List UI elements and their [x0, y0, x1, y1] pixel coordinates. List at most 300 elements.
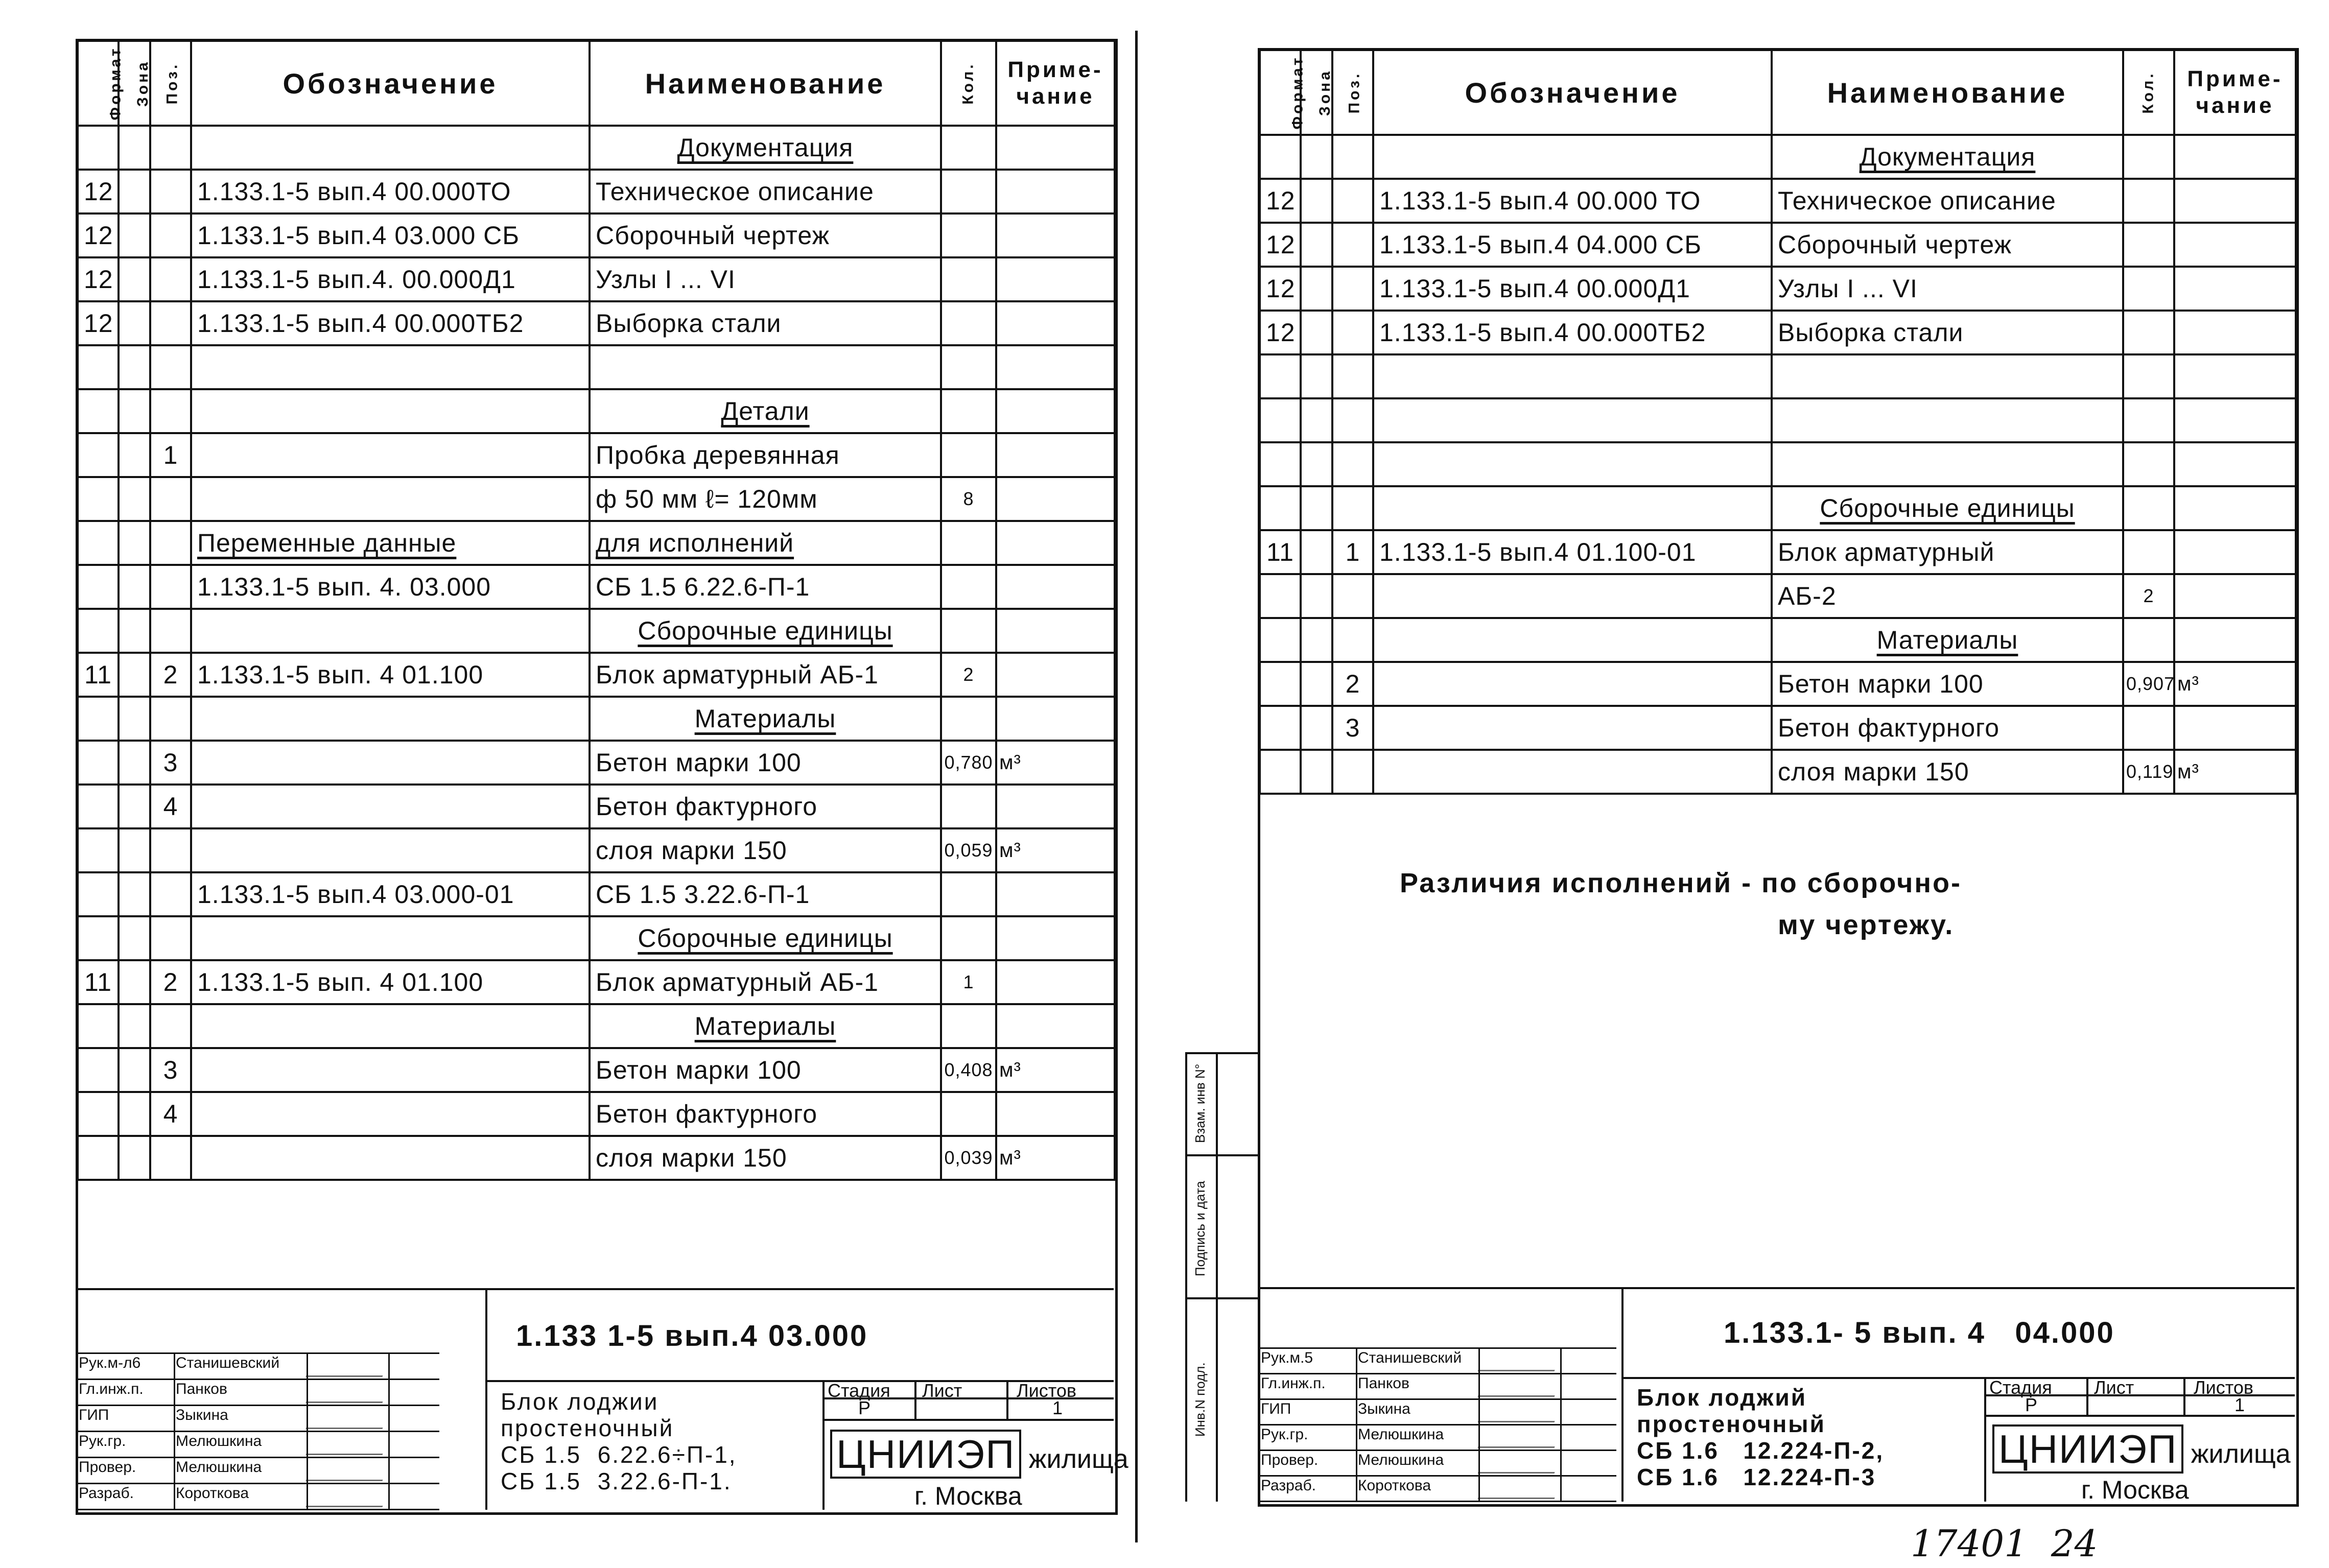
spec-row [1260, 706, 2296, 750]
format-cell [1260, 574, 1301, 618]
header-format: Формат [78, 41, 119, 126]
unit-cell [2174, 311, 2296, 354]
unit-cell [2174, 354, 2296, 398]
zone-cell [119, 653, 150, 697]
spec-row [78, 653, 1115, 697]
format-cell [78, 126, 119, 170]
role-label: ГИП [1261, 1400, 1291, 1417]
role-label: Рук.гр. [1261, 1426, 1308, 1443]
spec-row [78, 960, 1115, 1004]
header-designation: Обозначение [191, 41, 590, 126]
person-name: Зыкина [1358, 1400, 1410, 1417]
qty-cell [2123, 311, 2174, 354]
right-org: ЦНИИЭП жилища [1992, 1426, 2291, 1472]
format-cell [78, 389, 119, 433]
qty-cell: 0,059 [941, 828, 996, 872]
name-cell [590, 345, 941, 389]
spec-row [1260, 618, 2296, 662]
qty-cell [2123, 530, 2174, 574]
pos-cell: 3 [150, 741, 191, 785]
qty-cell [2123, 618, 2174, 662]
right-stage: Р [2025, 1394, 2038, 1415]
zone-cell [119, 960, 150, 1004]
spec-row [78, 828, 1115, 872]
qty-cell [941, 257, 996, 301]
person-name: Короткова [176, 1485, 249, 1502]
right-title-block [1259, 1287, 2295, 1502]
unit-cell [996, 1092, 1115, 1136]
pos-cell [150, 301, 191, 345]
zone-cell [119, 1004, 150, 1048]
name-cell: Бетон марки 100 [590, 1048, 941, 1092]
name-cell: АБ-2 [1772, 574, 2123, 618]
zone-cell [119, 741, 150, 785]
person-name: Мелюшкина [176, 1433, 262, 1450]
name-cell: Бетон фактурного [590, 785, 941, 828]
header-pos: Поз. [150, 41, 191, 126]
person-name: Панков [1358, 1375, 1409, 1392]
format-cell: 12 [1260, 179, 1301, 223]
unit-cell [2174, 179, 2296, 223]
stamp-signature-date: Подпись и дата [1192, 1180, 1208, 1276]
pos-cell: 3 [1332, 706, 1373, 750]
format-cell [1260, 706, 1301, 750]
unit-cell: м³ [2174, 750, 2296, 794]
unit-cell [2174, 618, 2296, 662]
name-cell: для исполнений [590, 521, 941, 565]
name-cell: слоя марки 150 [1772, 750, 2123, 794]
signature [1478, 1453, 1562, 1474]
format-cell: 11 [1260, 530, 1301, 574]
role-label: Провер. [1261, 1452, 1319, 1468]
spec-row [78, 565, 1115, 609]
qty-cell [2123, 706, 2174, 750]
zone-cell [119, 828, 150, 872]
format-cell: 12 [78, 213, 119, 257]
unit-cell [996, 521, 1115, 565]
left-spec-body [78, 126, 1115, 1180]
signature [305, 1356, 390, 1377]
zone-cell [119, 477, 150, 521]
format-cell: 12 [78, 257, 119, 301]
role-label: Разраб. [79, 1485, 134, 1502]
unit-cell [2174, 223, 2296, 267]
unit-cell [996, 609, 1115, 653]
right-stage-label: Стадия [1989, 1377, 2052, 1398]
name-cell: Материалы [590, 697, 941, 741]
format-cell [78, 872, 119, 916]
qty-cell [941, 697, 996, 741]
name-cell: Блок арматурный АБ-1 [590, 653, 941, 697]
unit-cell: м³ [996, 828, 1115, 872]
designation-cell [191, 609, 590, 653]
name-cell: СБ 1.5 6.22.6-П-1 [590, 565, 941, 609]
format-cell [78, 1092, 119, 1136]
format-cell [78, 1048, 119, 1092]
left-stage-label: Стадия [828, 1380, 890, 1401]
spec-row [78, 1004, 1115, 1048]
zone-cell [119, 433, 150, 477]
pos-cell [1332, 354, 1373, 398]
designation-cell [191, 1004, 590, 1048]
unit-cell [996, 565, 1115, 609]
pos-cell [150, 565, 191, 609]
designation-cell: 1.133.1-5 вып.4 04.000 СБ [1373, 223, 1772, 267]
left-org: ЦНИИЭП жилища [830, 1431, 1128, 1478]
unit-cell [996, 389, 1115, 433]
format-cell: 12 [78, 170, 119, 213]
designation-cell [1373, 750, 1772, 794]
pos-cell [1332, 618, 1373, 662]
designation-cell: 1.133.1-5 вып.4 00.000ТБ2 [191, 301, 590, 345]
signature [305, 1408, 390, 1429]
pos-cell: 1 [150, 433, 191, 477]
header-qty: Кол. [941, 41, 996, 126]
spec-row [1260, 398, 2296, 442]
header-note: Приме-чание [2174, 50, 2296, 135]
qty-cell [941, 1004, 996, 1048]
format-cell [1260, 618, 1301, 662]
format-cell [78, 609, 119, 653]
qty-cell: 2 [941, 653, 996, 697]
zone-cell [119, 257, 150, 301]
spec-row [1260, 530, 2296, 574]
unit-cell [996, 872, 1115, 916]
designation-cell [1373, 135, 1772, 179]
name-cell: Узлы I ... VI [1772, 267, 2123, 311]
zone-cell [119, 521, 150, 565]
qty-cell: 2 [2123, 574, 2174, 618]
zone-cell [1301, 574, 1332, 618]
right-note-line1: Различия исполнений - по сборочно- [1400, 868, 1962, 898]
center-fold-line [1135, 31, 1138, 1542]
designation-cell: 1.133.1-5 вып.4 03.000-01 [191, 872, 590, 916]
pos-cell [150, 213, 191, 257]
qty-cell [2123, 354, 2174, 398]
right-doc-code: 1.133.1- 5 вып. 4 04.000 [1724, 1316, 2115, 1349]
format-cell [78, 741, 119, 785]
name-cell: Блок арматурный АБ-1 [590, 960, 941, 1004]
name-cell: Бетон марки 100 [1772, 662, 2123, 706]
name-cell: Узлы I ... VI [590, 257, 941, 301]
person-name: Мелюшкина [176, 1459, 262, 1476]
zone-cell [1301, 398, 1332, 442]
signature [305, 1460, 390, 1481]
designation-cell: 1.133.1-5 вып.4 00.000Д1 [1373, 267, 1772, 311]
format-cell [1260, 662, 1301, 706]
spec-row [1260, 574, 2296, 618]
spec-row [78, 697, 1115, 741]
unit-cell: м³ [996, 1136, 1115, 1180]
format-cell [1260, 442, 1301, 486]
qty-cell [941, 170, 996, 213]
person-name: Мелюшкина [1358, 1426, 1444, 1443]
signature [1478, 1427, 1562, 1448]
name-cell: Детали [590, 389, 941, 433]
designation-cell [191, 828, 590, 872]
unit-cell [996, 257, 1115, 301]
pos-cell [1332, 311, 1373, 354]
signature [1478, 1401, 1562, 1422]
unit-cell [2174, 530, 2296, 574]
spec-row [78, 1136, 1115, 1180]
spec-row [78, 1048, 1115, 1092]
designation-cell [191, 1048, 590, 1092]
zone-cell [1301, 354, 1332, 398]
left-sheet-label: Лист [922, 1380, 962, 1401]
spec-row [1260, 442, 2296, 486]
zone-cell [119, 170, 150, 213]
qty-cell [941, 916, 996, 960]
unit-cell [2174, 706, 2296, 750]
handwritten-sheet-number: 17401 24 [1911, 1522, 2098, 1565]
zone-cell [1301, 135, 1332, 179]
format-cell: 11 [78, 653, 119, 697]
name-cell: Пробка деревянная [590, 433, 941, 477]
name-cell: Сборочные единицы [590, 609, 941, 653]
pos-cell [150, 828, 191, 872]
zone-cell [119, 213, 150, 257]
designation-cell: 1.133.1-5 вып. 4 01.100 [191, 653, 590, 697]
designation-cell [1373, 354, 1772, 398]
designation-cell [191, 1092, 590, 1136]
designation-cell: 1.133.1-5 вып.4 00.000ТБ2 [1373, 311, 1772, 354]
person-name: Зыкина [176, 1407, 228, 1423]
qty-cell [2123, 135, 2174, 179]
zone-cell [119, 389, 150, 433]
format-cell: 11 [78, 960, 119, 1004]
right-block-title: Блок лоджий простеночный СБ 1.6 12.224-П-2, СБ 1.6 12.224-П-3 [1637, 1384, 1885, 1490]
designation-cell [1373, 486, 1772, 530]
right-header-row [1260, 50, 2296, 135]
zone-cell [119, 872, 150, 916]
designation-cell [191, 916, 590, 960]
designation-cell [191, 345, 590, 389]
format-cell [1260, 486, 1301, 530]
pos-cell: 2 [1332, 662, 1373, 706]
format-cell [78, 785, 119, 828]
zone-cell [1301, 750, 1332, 794]
unit-cell [996, 916, 1115, 960]
pos-cell [150, 916, 191, 960]
unit-cell [2174, 135, 2296, 179]
name-cell: Выборка стали [1772, 311, 2123, 354]
qty-cell [941, 1092, 996, 1136]
pos-cell [150, 1004, 191, 1048]
qty-cell [2123, 267, 2174, 311]
designation-cell [191, 126, 590, 170]
qty-cell: 8 [941, 477, 996, 521]
qty-cell [941, 301, 996, 345]
left-block-title: Блок лоджии простеночный СБ 1.5 6.22.6÷П-1, СБ 1.5 3.22.6-П-1. [501, 1388, 737, 1494]
name-cell: Сборочный чертеж [590, 213, 941, 257]
spec-row [78, 126, 1115, 170]
designation-cell [1373, 442, 1772, 486]
qty-cell: 0,119 [2123, 750, 2174, 794]
person-name: Станишевский [176, 1355, 280, 1371]
signature [305, 1382, 390, 1403]
role-label: Рук.гр. [79, 1433, 126, 1450]
name-cell: Документация [1772, 135, 2123, 179]
spec-row [78, 872, 1115, 916]
pos-cell [150, 389, 191, 433]
name-cell: Материалы [1772, 618, 2123, 662]
designation-cell [1373, 398, 1772, 442]
pos-cell: 2 [150, 653, 191, 697]
format-cell [78, 565, 119, 609]
qty-cell [941, 345, 996, 389]
format-cell [1260, 354, 1301, 398]
designation-cell: 1.133.1-5 вып.4 03.000 СБ [191, 213, 590, 257]
header-note: Приме-чание [996, 41, 1115, 126]
designation-cell [191, 697, 590, 741]
qty-cell [941, 872, 996, 916]
pos-cell: 4 [150, 1092, 191, 1136]
name-cell: Бетон фактурного [590, 1092, 941, 1136]
spec-row [78, 741, 1115, 785]
designation-cell [1373, 662, 1772, 706]
pos-cell [150, 1136, 191, 1180]
qty-cell [941, 565, 996, 609]
format-cell [78, 1136, 119, 1180]
pos-cell [150, 170, 191, 213]
spec-row [78, 916, 1115, 960]
name-cell [1772, 442, 2123, 486]
header-name: Наименование [1772, 50, 2123, 135]
pos-cell [1332, 267, 1373, 311]
zone-cell [119, 126, 150, 170]
designation-cell [1373, 574, 1772, 618]
right-sheets: 1 [2234, 1394, 2245, 1415]
person-name: Мелюшкина [1358, 1452, 1444, 1468]
right-spec-table [1259, 49, 2297, 795]
name-cell: Техническое описание [590, 170, 941, 213]
signature [1478, 1478, 1562, 1499]
unit-cell: м³ [996, 1048, 1115, 1092]
pos-cell [150, 609, 191, 653]
right-sheets-label: Листов [2194, 1377, 2253, 1398]
designation-cell [191, 741, 590, 785]
role-label: Разраб. [1261, 1477, 1316, 1494]
person-name: Станишевский [1358, 1349, 1462, 1366]
format-cell: 12 [78, 301, 119, 345]
unit-cell [996, 345, 1115, 389]
header-qty: Кол. [2123, 50, 2174, 135]
stamp-inv-podl: Инв.N подл. [1192, 1362, 1208, 1437]
designation-cell: 1.133.1-5 вып.4. 00.000Д1 [191, 257, 590, 301]
zone-cell [119, 916, 150, 960]
qty-cell [2123, 442, 2174, 486]
header-zone: Зона [119, 41, 150, 126]
name-cell: Документация [590, 126, 941, 170]
pos-cell [1332, 750, 1373, 794]
pos-cell [150, 521, 191, 565]
left-stage: Р [858, 1397, 871, 1418]
header-zone: Зона [1301, 50, 1332, 135]
signature [1478, 1350, 1562, 1371]
name-cell: Сборочные единицы [590, 916, 941, 960]
format-cell [1260, 398, 1301, 442]
qty-cell [941, 213, 996, 257]
left-title-block [77, 1288, 1128, 1510]
spec-row [1260, 750, 2296, 794]
designation-cell [191, 433, 590, 477]
unit-cell [2174, 486, 2296, 530]
header-name: Наименование [590, 41, 941, 126]
designation-cell [191, 389, 590, 433]
left-sheets-label: Листов [1017, 1380, 1076, 1401]
unit-cell [2174, 442, 2296, 486]
spec-row [78, 213, 1115, 257]
spec-row [78, 433, 1115, 477]
unit-cell [2174, 574, 2296, 618]
designation-cell [1373, 618, 1772, 662]
pos-cell: 4 [150, 785, 191, 828]
zone-cell [1301, 267, 1332, 311]
spec-row [1260, 486, 2296, 530]
qty-cell: 0,780 [941, 741, 996, 785]
qty-cell [2123, 223, 2174, 267]
format-cell [78, 345, 119, 389]
spec-row [78, 609, 1115, 653]
unit-cell [2174, 267, 2296, 311]
name-cell: СБ 1.5 3.22.6-П-1 [590, 872, 941, 916]
spec-row [78, 301, 1115, 345]
right-city: г. Москва [2081, 1476, 2189, 1504]
pos-cell [150, 257, 191, 301]
unit-cell [996, 433, 1115, 477]
designation-cell: 1.133.1-5 вып.4 01.100-01 [1373, 530, 1772, 574]
right-spec-body [1260, 135, 2296, 794]
zone-cell [119, 565, 150, 609]
header-pos: Поз. [1332, 50, 1373, 135]
unit-cell [996, 477, 1115, 521]
person-name: Короткова [1358, 1477, 1431, 1494]
unit-cell [996, 126, 1115, 170]
name-cell: Сборочный чертеж [1772, 223, 2123, 267]
zone-cell [119, 785, 150, 828]
spec-row [78, 345, 1115, 389]
unit-cell [996, 697, 1115, 741]
name-cell: Техническое описание [1772, 179, 2123, 223]
designation-cell [1373, 706, 1772, 750]
spec-row [78, 521, 1115, 565]
spec-row [1260, 662, 2296, 706]
zone-cell [1301, 223, 1332, 267]
designation-cell: 1.133.1-5 вып. 4. 03.000 [191, 565, 590, 609]
pos-cell [1332, 574, 1373, 618]
designation-cell: 1.133.1-5 вып.4 00.000 ТО [1373, 179, 1772, 223]
qty-cell [941, 389, 996, 433]
left-sheets: 1 [1052, 1397, 1063, 1418]
zone-cell [1301, 486, 1332, 530]
zone-cell [1301, 311, 1332, 354]
pos-cell [1332, 223, 1373, 267]
left-header-row [78, 41, 1115, 126]
zone-cell [1301, 706, 1332, 750]
designation-cell: 1.133.1-5 вып. 4 01.100 [191, 960, 590, 1004]
zone-cell [1301, 442, 1332, 486]
person-name: Панков [176, 1381, 227, 1397]
pos-cell [150, 872, 191, 916]
qty-cell [941, 433, 996, 477]
right-stamp-col-left [1185, 1052, 1187, 1502]
pos-cell [150, 477, 191, 521]
format-cell [78, 697, 119, 741]
format-cell: 12 [1260, 267, 1301, 311]
unit-cell [2174, 398, 2296, 442]
right-note-line2: му чертежу. [1778, 910, 1955, 940]
